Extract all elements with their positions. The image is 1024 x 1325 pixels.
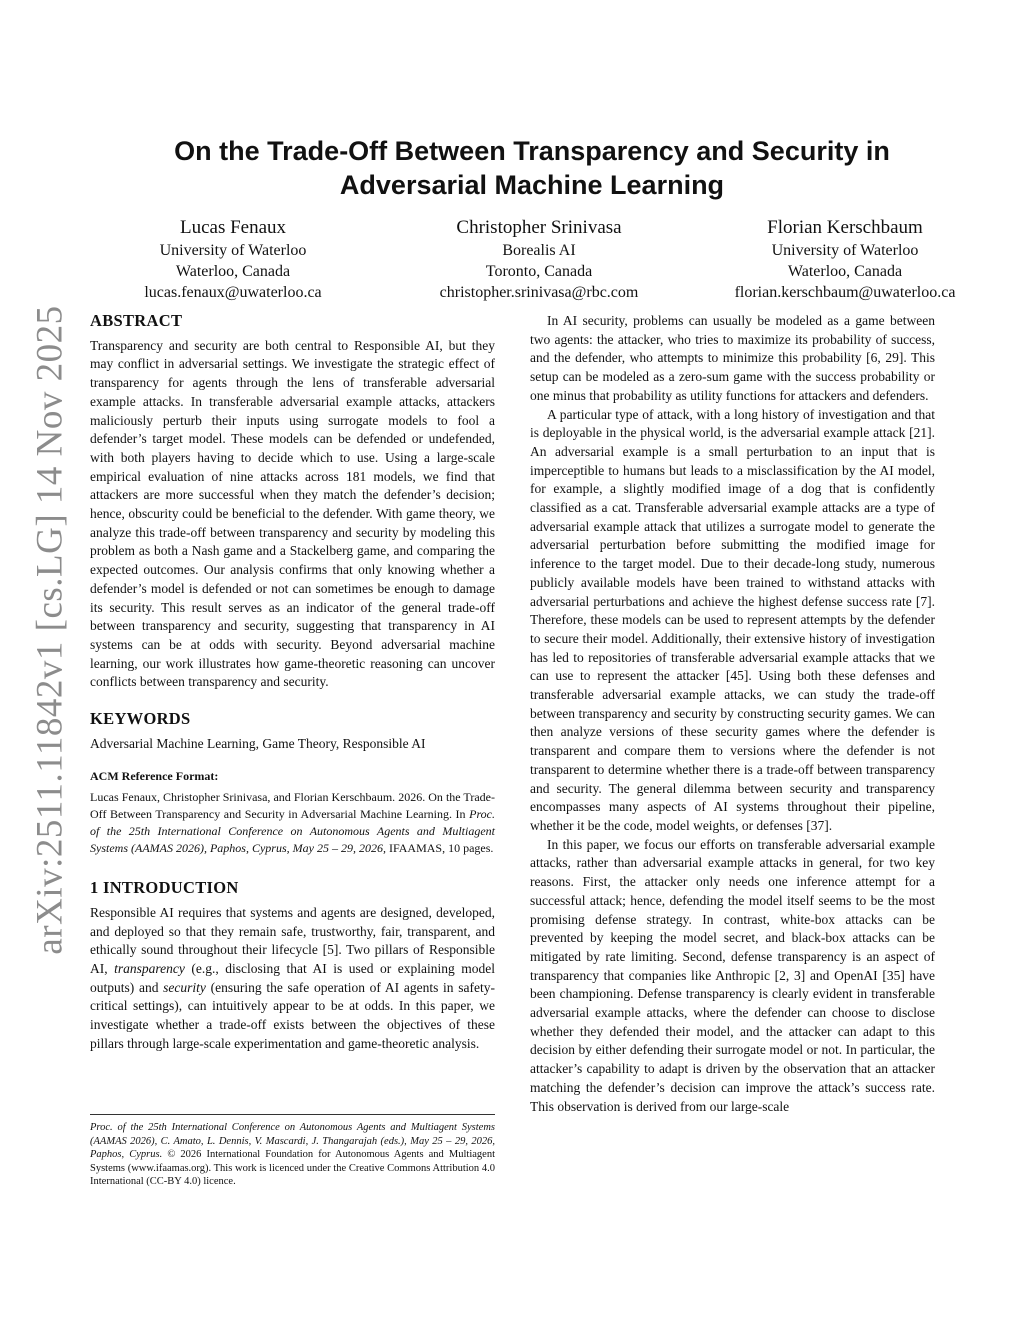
paper-title: On the Trade-Off Between Transparency and Security in Adversarial Machine Learning bbox=[174, 136, 890, 200]
acm-reference bbox=[90, 767, 495, 857]
acm-reference-text: Lucas Fenaux, Christopher Srinivasa, and Florian Kerschbaum. 2026. On the Trade-Off Between Transparency and Security in Adversarial Machine Learning. In Proc. of the 25th International Conference on Autonomous Agents and Multiagent Systems (AAMAS 2026), Paphos, Cyprus, May 25 – 29, 2026, IFAAMAS, 10 pages. bbox=[90, 790, 495, 856]
body-paragraph: A particular type of attack, with a long history of investigation and that is deployable in the physical world, is the adversarial example attack [21]. An adversarial example is a small perturbation to an input that is imperceptible to humans but leads to a misclassification by the AI model, for example, a slightly modified image of a dog that is confidently classified as a cat. Transferable adversarial example attacks are a type of adversarial example attack that utilizes a surrogate model to generate the adversarial perturbation before submitting the modified image for inference to the target model. Due to their decade-long study, numerous publicly available models have been trained to withstand attacks with adversarial perturbations and achieve the highest defense success rate [7]. Therefore, these models can be used to represent attempts by the defender to secure their model. Additionally, their extensive history of investigation has led to repositories of transferable adversarial example attacks that we can use to represent the attacker [45]. Using both these defenses and transferable adversarial example attacks, we can study the trade-off between transparency and security by constructing security games. We can then analyze versions of these security games where the defender is transparent and compare them to versions where the defender is not transparent to determine whether there is a trade-off between transparency and security. The general dilemma between security and transparency encompasses many aspects of AI systems throughout their pipeline, whether it be the code, model weights, or defenses [37]. bbox=[530, 406, 935, 833]
author-1 bbox=[80, 215, 386, 303]
body-paragraph: In AI security, problems can usually be modeled as a game between two agents: the attacker, who tries to maximize its probability of success, and the defender, who attempts to minimize this probability [6, 29]. This setup can be modeled as a zero-sum game with the success probability or one minus that probability as utility functions for attackers and defenders. bbox=[530, 313, 935, 403]
author-email: lucas.fenaux@uwaterloo.ca bbox=[144, 284, 322, 301]
keywords-text: Adversarial Machine Learning, Game Theory, Responsible AI bbox=[90, 735, 426, 751]
author-name: Florian Kerschbaum bbox=[767, 217, 923, 238]
author-location: Waterloo, Canada bbox=[175, 263, 291, 280]
keywords-heading: KEYWORDS bbox=[90, 709, 191, 729]
abstract-text: Transparency and security are both central to Responsible AI, but they may conflict in adversarial settings. We investigate the strategic effect of transparency for agents through the lens of transferable adversarial example attacks. In transferable adversarial example attacks, attackers maliciously perturb their inputs using surrogate models to fool a defender’s target model. These models can be defended or undefended, with both players having to decide which to use. Using a large-scale empirical evaluation of nine attacks across 181 models, we find that attackers are more successful when they match the defender’s decision; hence, obscurity could be beneficial to the defender. With game theory, we analyze this trade-off between transparency and security by modeling this problem as both a Nash game and a Stackelberg game, and comparing the expected outcomes. Our analysis confirms that only knowing whether a defender’s model is defended or not can sometimes be enough to damage its security. This result serves as an indicator of the general trade-off between transparency and security, suggesting that transparency in AI systems can be at odds with security. Beyond adversarial machine learning, our work illustrates how game-theoretic reasoning can uncover conflicts between transparency and security. bbox=[90, 337, 495, 690]
conference-footnote: Proc. of the 25th International Conference on Autonomous Agents and Multiagent Systems (AAMAS 2026), C. Amato, L. Dennis, V. Mascardi, J. Thangarajah (eds.), May 25 – 29, 2026, Paphos, Cyprus. © 2026 International Foundation for Autonomous Agents and Multiagent Systems (www.ifaamas.org). This work is licenced under the Creative Commons Attribution 4.0 International (CC-BY 4.0) licence. bbox=[90, 1114, 495, 1189]
author-name: Lucas Fenaux bbox=[179, 217, 287, 238]
abstract-heading: ABSTRACT bbox=[90, 311, 183, 330]
left-column bbox=[90, 312, 495, 1054]
author-2 bbox=[386, 215, 692, 303]
author-block bbox=[80, 215, 1000, 303]
introduction-heading: 1 INTRODUCTION bbox=[90, 878, 239, 898]
introduction-paragraph: Responsible AI requires that systems and agents are designed, developed, and deployed so that they remain safe, trustworthy, fair, transparent, and ethically sound throughout their lifecycle [5]. Two pillars of Responsible AI, transparency (e.g., disclosing that AI is used or explaining model outputs) and security (ensuring the safe operation of AI agents in safety-critical settings), can intuitively appear to be at odds. In this paper, we investigate whether a trade-off exists between the objectives of these pillars through large-scale experimentation and game-theoretic analysis. bbox=[90, 904, 495, 1051]
body-paragraph: In this paper, we focus our efforts on transferable adversarial example attacks, rather than adversarial example attacks in general, for two key reasons. First, the attacker only needs one inference attempt for a successful attack; hence, defending the model itself seems to be the most promising defense strategy. In contrast, white-box attacks can be prevented by keeping the model secret, and black-box attacks can be mitigated by rate limiting. Second, defense transparency is an aspect of transparency that companies like Anthropic [2, 3] and OpenAI [35] have been championing. Defense transparency is clearly evident in transferable adversarial example attacks, where the defender can choose to disclose whether they defended their model, and the attacker can adapt to this decision by either defending their surrogate model or not. In particular, the attacker’s capability to adapt is driven by the observation that an attacker matching the defender’s decision can improve the attack’s success rate. This observation is derived from our large-scale bbox=[530, 836, 935, 1114]
author-3 bbox=[692, 215, 998, 303]
author-affiliation: Borealis AI bbox=[502, 242, 576, 259]
author-email: christopher.srinivasa@rbc.com bbox=[439, 284, 639, 301]
acm-reference-heading: ACM Reference Format: bbox=[90, 769, 219, 784]
right-column bbox=[530, 312, 935, 1116]
author-affiliation: University of Waterloo bbox=[159, 242, 307, 259]
author-name: Christopher Srinivasa bbox=[456, 217, 622, 238]
author-location: Waterloo, Canada bbox=[787, 263, 903, 280]
arxiv-identifier: arXiv:2511.11842v1 [cs.LG] 14 Nov 2025 bbox=[29, 305, 71, 955]
author-affiliation: University of Waterloo bbox=[771, 242, 919, 259]
author-location: Toronto, Canada bbox=[485, 263, 593, 280]
author-email: florian.kerschbaum@uwaterloo.ca bbox=[734, 284, 956, 301]
